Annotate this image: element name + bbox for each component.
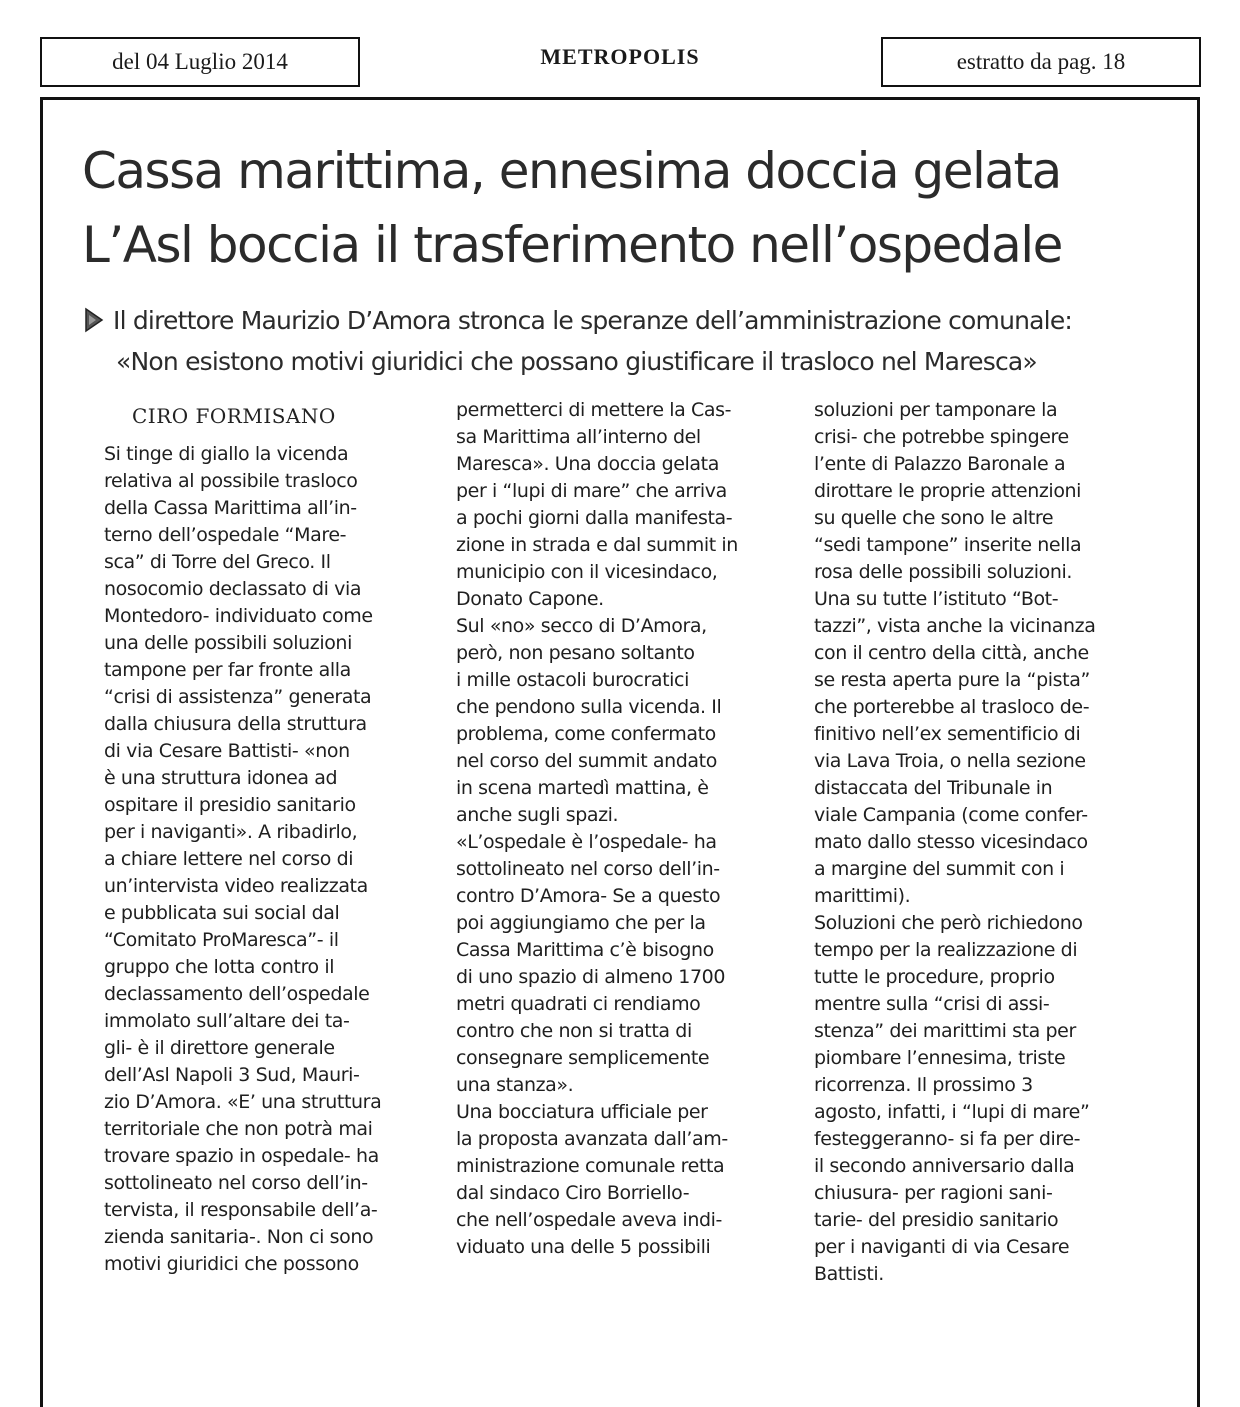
column-text-line: per i “lupi di mare” che arriva [456, 480, 727, 502]
column-text-line: della Cassa Marittima all’in- [104, 497, 357, 519]
column-text-line: Soluzioni che però richiedono [814, 912, 1083, 934]
column-text-line: festeggeranno- si fa per dire- [814, 1128, 1081, 1150]
column-text-line: metri quadrati ci rendiamo [456, 993, 701, 1015]
column-text-line: stenza” dei marittimi sta per [814, 1020, 1076, 1042]
column-text-line: piombare l’ennesima, triste [814, 1047, 1066, 1069]
column-text-line: viduato una delle 5 possibili [456, 1236, 711, 1258]
column-text-line: poi aggiungiamo che per la [456, 912, 706, 934]
column-text-line: viale Campania (come confer- [814, 804, 1088, 826]
column-text-line: in scena martedì mattina, è [456, 777, 709, 799]
column-text-line: tutte le procedure, proprio [814, 966, 1055, 988]
column-text-line: gruppo che lotta contro il [104, 956, 335, 978]
column-text-line: Maresca». Una doccia gelata [456, 453, 719, 475]
headline-line-2: L’Asl boccia il trasferimento nell’ospedale [82, 216, 1062, 274]
column-text-line: però, non pesano soltanto [456, 642, 695, 664]
header-publication: METROPOLIS [540, 44, 700, 69]
article-column-3 [814, 397, 1144, 1288]
column-text-line: Una su tutte l’istituto “Bot- [814, 588, 1059, 610]
column-text-line: Montedoro- individuato come [104, 605, 373, 627]
column-text-line: soluzioni per tamponare la [814, 399, 1058, 421]
column-text-line: nosocomio declassato di via [104, 578, 362, 600]
column-text-line: dirottare le proprie attenzioni [814, 480, 1082, 502]
header-page: estratto da pag. 18 [956, 49, 1126, 74]
header-date-box [40, 37, 360, 87]
column-text-line: gli- è il direttore generale [104, 1037, 335, 1059]
column-text-line: anche sugli spazi. [456, 804, 619, 826]
column-text-line: Si tinge di giallo la vicenda [104, 443, 349, 465]
column-text-line: nel corso del summit andato [456, 750, 717, 772]
column-text-line: ospitare il presidio sanitario [104, 794, 356, 816]
column-text-line: sottolineato nel corso dell’in- [456, 858, 720, 880]
column-text-line: ministrazione comunale retta [456, 1155, 725, 1177]
column-text-line: crisi- che potrebbe spingere [814, 426, 1069, 448]
column-text-line: per i naviganti». A ribadirlo, [104, 821, 358, 843]
column-text-line: sa Marittima all’interno del [456, 426, 701, 448]
column-text-line: tazzi”, vista anche la vicinanza [814, 615, 1096, 637]
column-text-line: Battisti. [814, 1263, 884, 1285]
column-text-line: territoriale che non potrà mai [104, 1118, 373, 1140]
arrow-bullet-icon [84, 306, 106, 334]
column-text-line: di via Cesare Battisti- «non [104, 740, 350, 762]
column-text-line: a chiare lettere nel corso di [104, 848, 354, 870]
column-text-line: motivi giuridici che possono [104, 1253, 359, 1275]
column-text-line: su quelle che sono le altre [814, 507, 1054, 529]
column-text-line: trovare spazio in ospedale- ha [104, 1145, 379, 1167]
column-text-line: relativa al possibile trasloco [104, 470, 358, 492]
column-text-line: la proposta avanzata dall’am- [456, 1128, 728, 1150]
column-text-line: marittimi). [814, 885, 911, 907]
column-text-line: “crisi di assistenza” generata [104, 686, 372, 708]
column-text-line: consegnare semplicemente [456, 1047, 710, 1069]
column-text-line: è una struttura idonea ad [104, 767, 338, 789]
column-text-line: tampone per far fronte alla [104, 659, 351, 681]
column-text-line: zione in strada e dal summit in [456, 534, 738, 556]
column-text-line: distaccata del Tribunale in [814, 777, 1053, 799]
column-text-line: una delle possibili soluzioni [104, 632, 352, 654]
column-text-line: se resta aperta pure la “pista” [814, 669, 1090, 691]
column-text-line: mentre sulla “crisi di assi- [814, 993, 1050, 1015]
column-text-line: il secondo anniversario dalla [814, 1155, 1075, 1177]
column-text-line: terno dell’ospedale “Mare- [104, 524, 347, 546]
column-text-line: “Comitato ProMaresca”- il [104, 929, 339, 951]
column-text-line: contro che non si tratta di [456, 1020, 692, 1042]
column-text-line: sca” di Torre del Greco. Il [104, 551, 331, 573]
column-text-line: a pochi giorni dalla manifesta- [456, 507, 733, 529]
column-text-line: mato dallo stesso vicesindaco [814, 831, 1088, 853]
column-text-line: finitivo nell’ex sementificio di [814, 723, 1081, 745]
column-text-line: per i naviganti di via Cesare [814, 1236, 1070, 1258]
column-text-line: i mille ostacoli burocratici [456, 669, 689, 691]
headline-line-1: Cassa marittima, ennesima doccia gelata [82, 142, 1061, 200]
column-text-line: sottolineato nel corso dell’in- [104, 1172, 368, 1194]
column-text-line: dal sindaco Ciro Borriello- [456, 1182, 690, 1204]
header-page-box [881, 37, 1201, 87]
column-text-line: “sedi tampone” inserite nella [814, 534, 1082, 556]
column-text-line: problema, come confermato [456, 723, 716, 745]
column-text-line: una stanza». [456, 1074, 574, 1096]
column-text-line: Una bocciatura ufficiale per [456, 1101, 708, 1123]
subheadline-line-2: «Non esistono motivi giuridici che possano giustificare il trasloco nel Maresca» [116, 347, 1037, 376]
column-text-line: Cassa Marittima c’è bisogno [456, 939, 714, 961]
column-text-line: che nell’ospedale aveva indi- [456, 1209, 722, 1231]
column-text-line: l’ente di Palazzo Baronale a [814, 453, 1066, 475]
column-text-line: permetterci di mettere la Cas- [456, 399, 732, 421]
column-text-line: ricorrenza. Il prossimo 3 [814, 1074, 1033, 1096]
column-text-line: tarie- del presidio sanitario [814, 1209, 1059, 1231]
column-text-line: di uno spazio di almeno 1700 [456, 966, 726, 988]
column-text-line: zio D’Amora. «E’ una struttura [104, 1091, 382, 1113]
column-text-line: contro D’Amora- Se a questo [456, 885, 721, 907]
subheadline-line-1: Il direttore Maurizio D’Amora stronca le speranze dell’amministrazione comunale: [113, 306, 1073, 335]
column-text-line: tempo per la realizzazione di [814, 939, 1078, 961]
column-text-line: declassamento dell’ospedale [104, 983, 370, 1005]
column-text-line: un’intervista video realizzata [104, 875, 368, 897]
byline: CIRO FORMISANO [132, 404, 336, 428]
column-text-line: immolato sull’altare dei ta- [104, 1010, 350, 1032]
column-text-line: Sul «no» secco di D’Amora, [456, 615, 707, 637]
article-column-1 [104, 441, 429, 1278]
column-text-line: agosto, infatti, i “lupi di mare” [814, 1101, 1090, 1123]
article-column-2 [456, 397, 786, 1261]
column-text-line: zienda sanitaria-. Non ci sono [104, 1226, 374, 1248]
column-text-line: che pendono sulla vicenda. Il [456, 696, 722, 718]
column-text-line: e pubblicata sui social dal [104, 902, 340, 924]
column-text-line: «L’ospedale è l’ospedale- ha [456, 831, 717, 853]
column-text-line: tervista, il responsabile dell’a- [104, 1199, 378, 1221]
column-text-line: municipio con il vicesindaco, [456, 561, 718, 583]
column-text-line: dell’Asl Napoli 3 Sud, Mauri- [104, 1064, 360, 1086]
column-text-line: con il centro della città, anche [814, 642, 1089, 664]
column-text-line: Donato Capone. [456, 588, 604, 610]
column-text-line: rosa delle possibili soluzioni. [814, 561, 1073, 583]
column-text-line: che porterebbe al trasloco de- [814, 696, 1090, 718]
column-text-line: chiusura- per ragioni sani- [814, 1182, 1053, 1204]
column-text-line: dalla chiusura della struttura [104, 713, 367, 735]
column-text-line: a margine del summit con i [814, 858, 1065, 880]
header-date: del 04 Luglio 2014 [112, 49, 288, 74]
column-text-line: via Lava Troia, o nella sezione [814, 750, 1086, 772]
